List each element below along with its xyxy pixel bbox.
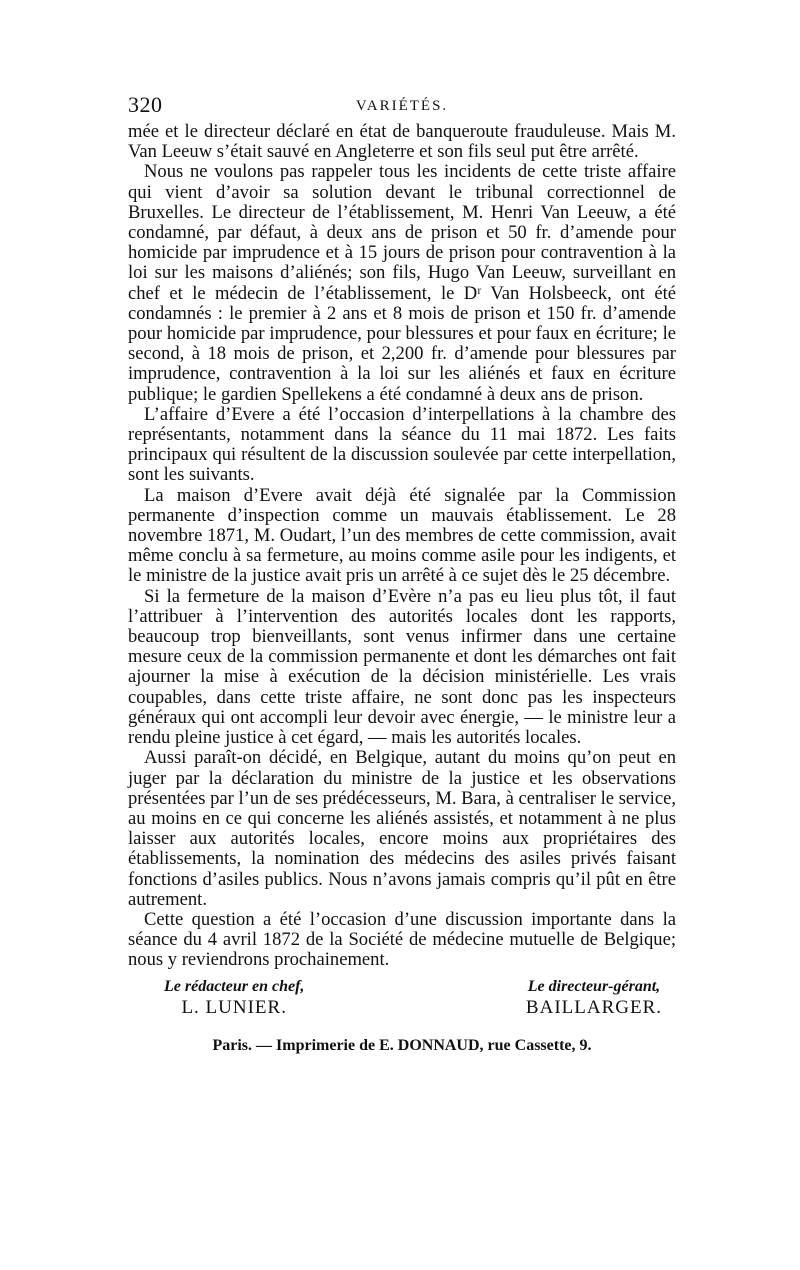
signature-manager bbox=[526, 977, 662, 1019]
paragraph-continuation: mée et le directeur déclaré en état de banqueroute frauduleuse. Mais M. Van Leeuw s’était sauvé en Angleterre et son fils seul put être arrêté. bbox=[128, 121, 676, 163]
printer-imprint: Paris. — Imprimerie de E. DONNAUD, rue Cassette, 9. bbox=[212, 1036, 592, 1054]
signature-name: L. LUNIER. bbox=[181, 996, 287, 1018]
running-head bbox=[128, 90, 676, 120]
page-number: 320 bbox=[128, 92, 163, 117]
paragraph: L’affaire d’Evere a été l’occasion d’interpellations à la chambre des représentants, notamment dans la séance du 11 mai 1872. Les faits principaux qui résultent de la discussion soulevée par cette interpellation, sont les suivants. bbox=[128, 403, 676, 486]
paragraph: Nous ne voulons pas rappeler tous les incidents de cette triste affaire qui vient d’avoir sa solution devant le tribunal correctionnel de Bruxelles. Le directeur de l’établissement, M. Henri Van Leeuw, a été condamné, par défaut, à deux ans de prison et 50 fr. d’amende pour homicide par imprudence et à 15 jours de prison pour contravention à la loi sur les maisons d’aliénés; son fils, Hugo Van Leeuw, surveillant en chef et le médecin de l’établissement, le Dʳ Van Holsbeeck, ont été condamnés : le premier à 2 ans et 8 mois de prison et 150 fr. d’amende pour homicide par imprudence, pour blessures et pour faux en écriture; le second, à 18 mois de prison, et 2,200 fr. d’amende pour blessures par imprudence, contravention à la loi sur les aliénés et faux en écriture publique; le gardien Spellekens a été condamné à deux ans de prison. bbox=[128, 161, 676, 405]
signature-role: Le directeur-gérant, bbox=[527, 977, 661, 995]
document-page bbox=[128, 90, 676, 1055]
signature-name: BAILLARGER. bbox=[525, 996, 662, 1018]
paragraph: La maison d’Evere avait déjà été signalée par la Commission permanente d’inspection comme un mauvais établissement. Le 28 novembre 1871, M. Oudart, l’un des membres de cette commission, avait même conclu à sa fermeture, au moins comme asile pour les indigents, et le ministre de la justice avait pris un arrêté à ce sujet dès le 25 décembre. bbox=[128, 484, 676, 587]
running-title: VARIÉTÉS. bbox=[355, 98, 449, 114]
signature-role: Le rédacteur en chef, bbox=[164, 977, 305, 995]
paragraph: Aussi paraît-on décidé, en Belgique, autant du moins qu’on peut en juger par la déclaration du ministre de la justice et les observations présentées par l’un de ses prédécesseurs, M. Bara, à centraliser le service, au moins en ce qui concerne les aliénés assistés, et notamment à ne plus laisser aux autorités locales, encore moins aux propriétaires des établissements, la nomination des médecins des asiles privés faisant fonctions d’asiles publics. Nous n’avons jamais compris qu’il pût en être autrement. bbox=[128, 747, 676, 910]
paragraph: Si la fermeture de la maison d’Evère n’a pas eu lieu plus tôt, il faut l’attribuer à l’intervention des autorités locales dont les rapports, beaucoup trop bienveillants, sont venus infirmer dans une certaine mesure ceux de la commission permanente et dont les démarches ont fait ajourner la mise à exécution de la décision ministérielle. Les vrais coupables, dans cette triste affaire, ne sont donc pas les inspecteurs généraux qui ont accompli leur devoir avec énergie, — le ministre leur a rendu pleine justice à cet égard, — mais les autorités locales. bbox=[128, 585, 676, 749]
signature-block bbox=[128, 977, 676, 1019]
signature-editor bbox=[164, 977, 304, 1019]
paragraph: Cette question a été l’occasion d’une discussion importante dans la séance du 4 avril 1872 de la Société de médecine mutuelle de Belgique; nous y reviendrons prochainement. bbox=[128, 908, 676, 971]
body-text bbox=[128, 122, 676, 971]
